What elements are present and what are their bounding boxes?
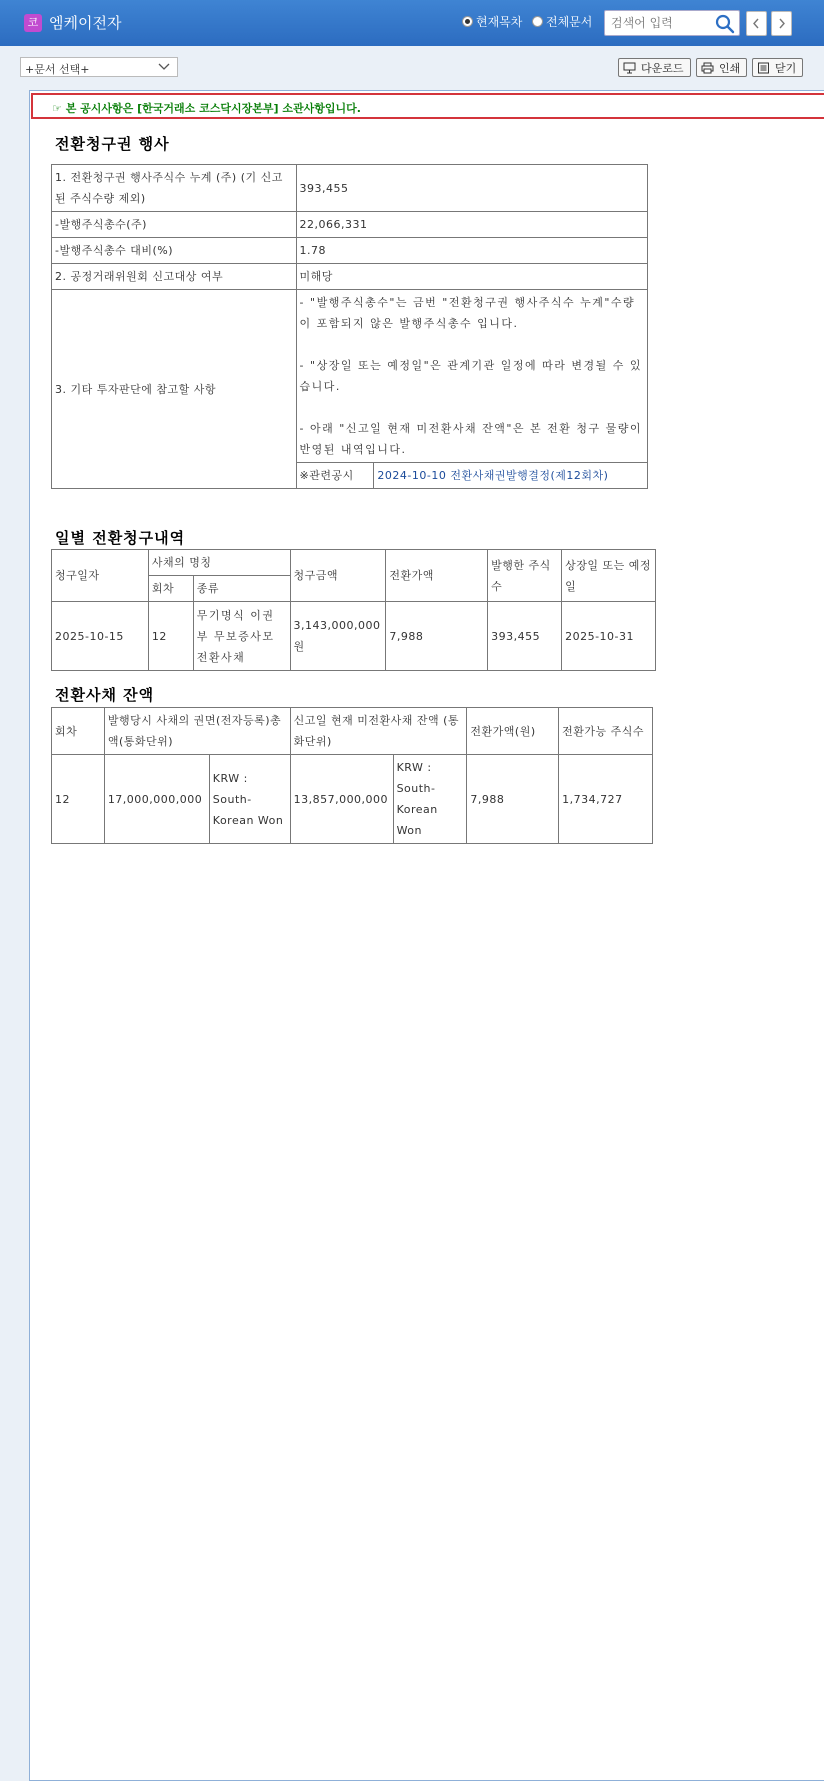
- header-issue-total: 발행당시 사채의 권면(전자등록)총액(통화단위): [104, 708, 290, 755]
- cell-issue-amount: 17,000,000,000: [104, 755, 209, 844]
- table-row: [52, 602, 656, 671]
- cell-listing: 2025-10-31: [562, 602, 656, 671]
- prev-button[interactable]: [746, 11, 767, 36]
- radio-all-label: 전체문서: [546, 15, 593, 29]
- cell-value: 393,455: [296, 165, 647, 212]
- table-header-row: [52, 708, 653, 755]
- cell-remaining-amount: 13,857,000,000: [290, 755, 393, 844]
- jurisdiction-notice: ☞ 본 공시사항은 [한국거래소 코스닥시장본부] 소관사항입니다.: [31, 93, 824, 119]
- chevron-down-icon: [157, 61, 171, 73]
- table-row: [52, 290, 648, 463]
- radio-selected-icon: [462, 16, 473, 27]
- download-label: 다운로드: [641, 61, 684, 75]
- company-name: 엠케이전자: [49, 14, 122, 32]
- cell-kind: 무기명식 이권부 무보증사모 전환사채: [193, 602, 290, 671]
- cell-value: 22,066,331: [296, 212, 647, 238]
- radio-unselected-icon: [532, 16, 543, 27]
- cell-price: 7,988: [467, 755, 559, 844]
- section-title-daily-conversion: 일별 전환청구내역: [55, 529, 186, 547]
- section-title-bond-balance: 전환사채 잔액: [55, 686, 155, 704]
- print-label: 인쇄: [719, 61, 741, 75]
- header-issued-shares: 발행한 주식수: [488, 550, 562, 602]
- note-line: - "발행주식총수"는 금번 "전환청구권 행사주식수 누계"수량이 포함되지 않은 발행주식총수 입니다.: [299, 296, 636, 330]
- section-title-conversion-exercise: 전환청구권 행사: [55, 135, 170, 153]
- download-button[interactable]: [618, 58, 691, 77]
- header-conversion-price: 전환가액: [386, 550, 488, 602]
- close-label: 닫기: [775, 61, 797, 75]
- cell-remaining-currency: KRW : South-Korean Won: [393, 755, 467, 844]
- header-listing-date: 상장일 또는 예정일: [562, 550, 656, 602]
- search-input[interactable]: [605, 11, 705, 35]
- table-row: [52, 165, 648, 212]
- next-button[interactable]: [771, 11, 792, 36]
- cell-value: 1.78: [296, 238, 647, 264]
- printer-icon: [701, 62, 714, 74]
- cell-label: 1. 전환청구권 행사주식수 누계 (주) (기 신고된 주식수량 제외): [52, 165, 297, 212]
- cell-label: 3. 기타 투자판단에 참고할 사항: [52, 290, 297, 489]
- table-header-row: [52, 550, 656, 576]
- top-bar: [0, 0, 824, 46]
- cell-shares: 393,455: [488, 602, 562, 671]
- document-select-value: +문서 선택+: [25, 63, 90, 76]
- close-button[interactable]: [752, 58, 803, 77]
- search-icon[interactable]: [715, 14, 735, 34]
- table-row: [52, 238, 648, 264]
- conversion-exercise-table: [51, 164, 648, 489]
- header-claim-date: 청구일자: [52, 550, 149, 602]
- document-select[interactable]: [20, 57, 178, 77]
- radio-full-document[interactable]: [532, 13, 592, 30]
- radio-current-toc[interactable]: [462, 13, 522, 30]
- note-line: - 아래 "신고일 현재 미전환사채 잔액"은 본 전환 청구 물량이 반영된 내역입니다.: [299, 422, 643, 456]
- cell-issue-currency: KRW : South-Korean Won: [209, 755, 290, 844]
- header-kind: 종류: [193, 576, 290, 602]
- cell-label: -발행주식총수 대비(%): [52, 238, 297, 264]
- notes-cell: [296, 290, 647, 463]
- search-box: [604, 10, 740, 36]
- table-row: [52, 212, 648, 238]
- kosdaq-logo-icon: 코: [24, 14, 42, 32]
- cell-convertible: 1,734,727: [559, 755, 653, 844]
- radio-current-label: 현재목차: [476, 15, 523, 29]
- monitor-icon: [623, 62, 636, 74]
- cell-label: -발행주식총수(주): [52, 212, 297, 238]
- document-icon: [757, 62, 770, 74]
- print-button[interactable]: [696, 58, 747, 77]
- cell-value: 미해당: [296, 264, 647, 290]
- table-row: [52, 264, 648, 290]
- header-conversion-price: 전환가액(원): [467, 708, 559, 755]
- cell-round: 12: [52, 755, 105, 844]
- header-claim-amount: 청구금액: [290, 550, 386, 602]
- bond-balance-table: [51, 707, 653, 844]
- header-round: 회차: [52, 708, 105, 755]
- related-disclosure-link[interactable]: 2024-10-10 전환사채권발행결정(제12회차): [374, 463, 648, 489]
- cell-round: 12: [148, 602, 193, 671]
- table-row: [52, 755, 653, 844]
- cell-price: 7,988: [386, 602, 488, 671]
- header-convertible-shares: 전환가능 주식수: [559, 708, 653, 755]
- cell-amount: 3,143,000,000원: [290, 602, 386, 671]
- cell-date: 2025-10-15: [52, 602, 149, 671]
- header-bond-name: 사채의 명칭: [148, 550, 290, 576]
- chevron-left-icon: [747, 12, 766, 35]
- daily-conversion-table: [51, 549, 656, 671]
- related-disclosure-label: ※관련공시: [296, 463, 374, 489]
- chevron-right-icon: [772, 12, 791, 35]
- header-remaining-balance: 신고일 현재 미전환사채 잔액 (통화단위): [290, 708, 467, 755]
- cell-label: 2. 공정거래위원회 신고대상 여부: [52, 264, 297, 290]
- note-line: - "상장일 또는 예정일"은 관계기관 일정에 따라 변경될 수 있습니다.: [299, 359, 643, 393]
- header-round: 회차: [148, 576, 193, 602]
